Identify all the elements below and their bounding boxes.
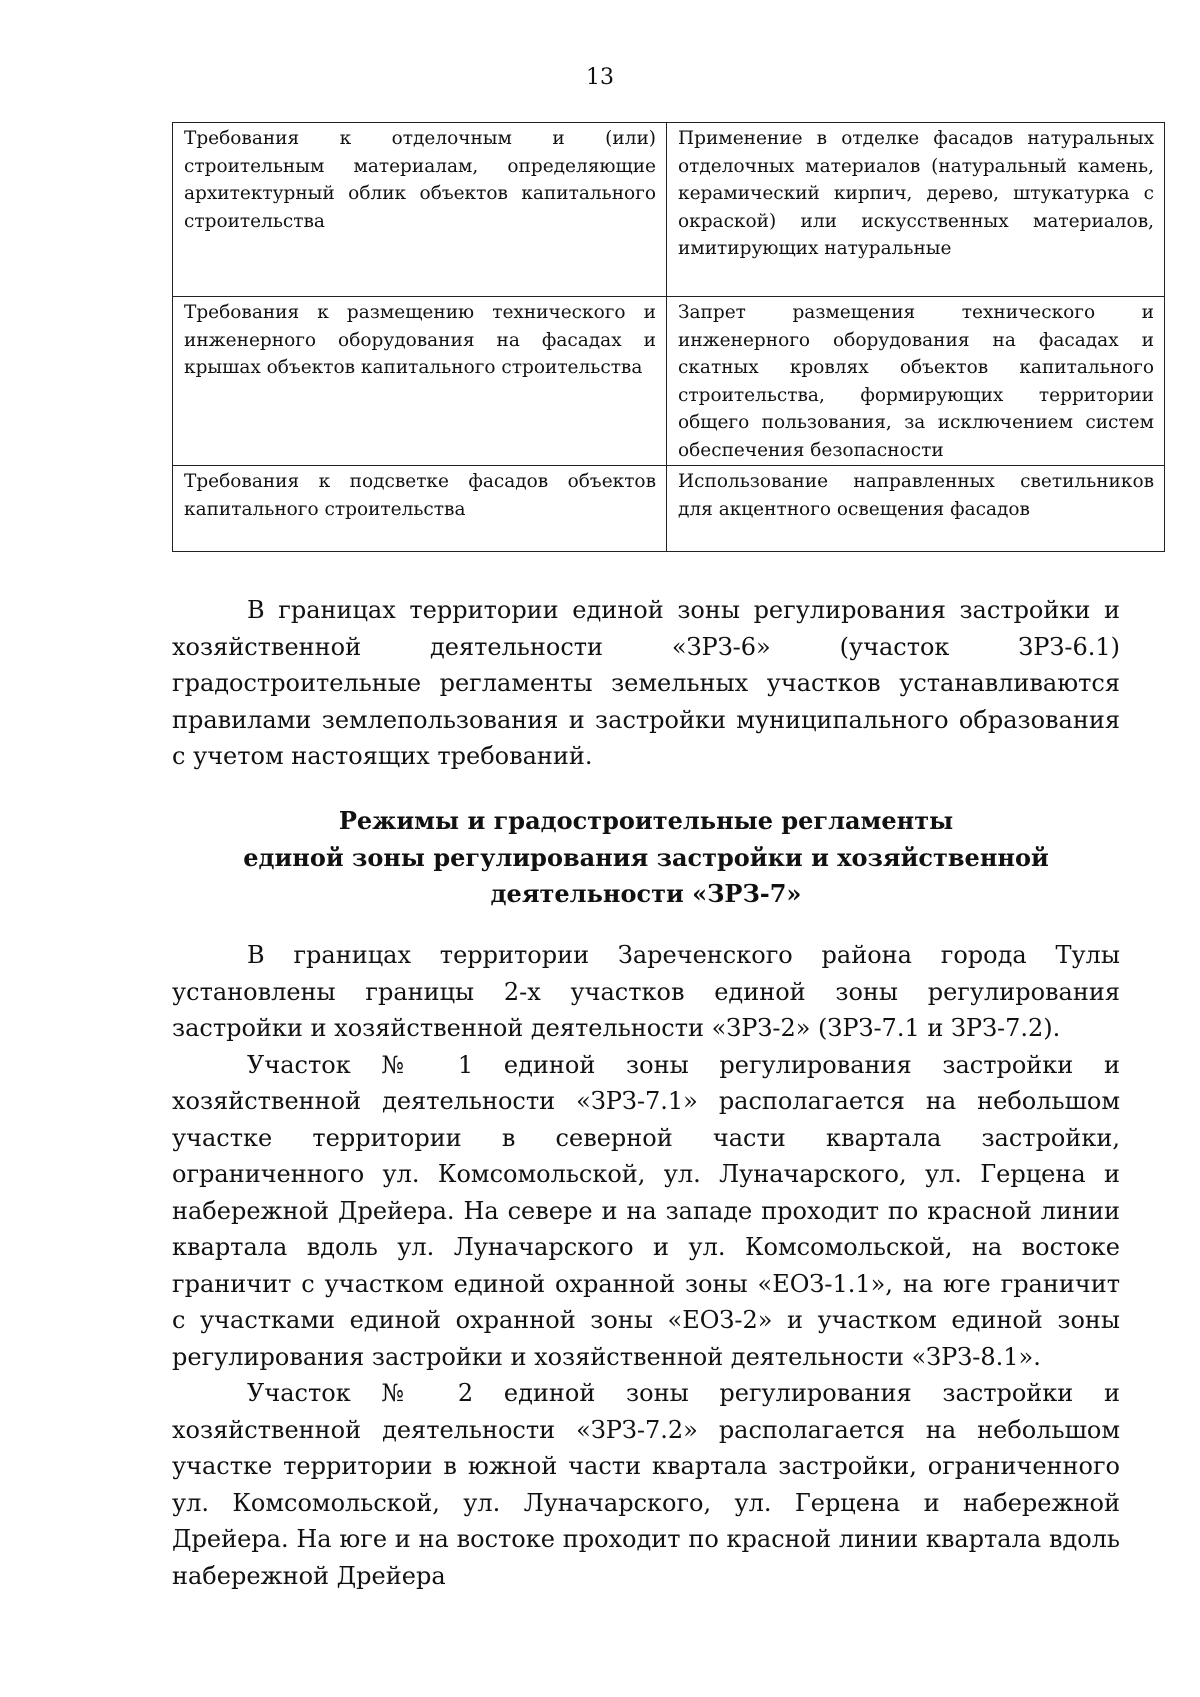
requirements-table [172, 122, 1165, 552]
intro-paragraph-block [172, 592, 1120, 775]
body-paragraph: Участок № 2 единой зоны регулирования застройки и хозяйственной деятельности «ЗРЗ-7.2» располагается на небольшом участке территории в южной части квартала застройки, ограниченного ул. Комсомольской, ул. Луначарского, ул. Герцена и набережной Дрейера. На юге и на востоке проходит по красной линии квартала вдоль набережной Дрейера [172, 1379, 1120, 1590]
section-body [172, 937, 1120, 1594]
table-cell-requirement: Требования к подсветке фасадов объектов капитального строительства [173, 466, 667, 552]
section-heading [172, 803, 1120, 913]
table-cell-requirement: Требования к размещению технического и инженерного оборудования на фасадах и крышах объектов капитального строительства [173, 297, 667, 466]
body-paragraph: Участок № 1 единой зоны регулирования застройки и хозяйственной деятельности «ЗРЗ-7.1» располагается на небольшом участке территории в северной части квартала застройки, ограниченного ул. Комсомольской, ул. Луначарского, ул. Герцена и набережной Дрейера. На севере и на западе проходит по красной линии квартала вдоль ул. Луначарского и ул. Комсомольской, на востоке граничит с участком единой охранной зоны «ЕОЗ-1.1», на юге граничит с участками единой охранной зоны «ЕОЗ-2» и участком единой зоны регулирования застройки и хозяйственной деятельности «ЗРЗ-8.1». [172, 1050, 1120, 1371]
table-row [173, 466, 1165, 552]
section-heading-line: единой зоны регулирования застройки и хозяйственной [243, 842, 1049, 872]
section-heading-line: Режимы и градостроительные регламенты [338, 806, 954, 835]
table-cell-value: Запрет размещения технического и инженерного оборудования на фасадах и скатных кровлях объектов капитального строительства, формирующих территории общего пользования, за исключением систем обеспечения безопасности [667, 297, 1165, 466]
body-paragraph: В границах территории Зареченского района города Тулы установлены границы 2-х участков единой зоны регулирования застройки и хозяйственной деятельности «ЗРЗ-2» (ЗРЗ-7.1 и ЗРЗ-7.2). [172, 941, 1120, 1042]
section-heading-line: деятельности «ЗРЗ-7» [490, 879, 802, 908]
page-number: 13 [586, 65, 614, 90]
intro-paragraph: В границах территории единой зоны регулирования застройки и хозяйственной деятельности «ЗРЗ-6» (участок ЗРЗ-6.1) градостроительные регламенты земельных участков устанавливаются правилами землепользования и застройки муниципального образования с учетом настоящих требований. [172, 596, 1120, 770]
table-cell-value: Использование направленных светильников для акцентного освещения фасадов [667, 466, 1165, 552]
table-cell-requirement: Требования к отделочным и (или) строительным материалам, определяющие архитектурный облик объектов капитального строительства [173, 123, 667, 297]
table-row [173, 297, 1165, 466]
table-row [173, 123, 1165, 297]
table-cell-value: Применение в отделке фасадов натуральных отделочных материалов (натуральный камень, керамический кирпич, дерево, штукатурка с окраской) или искусственных материалов, имитирующих натуральные [667, 123, 1165, 297]
